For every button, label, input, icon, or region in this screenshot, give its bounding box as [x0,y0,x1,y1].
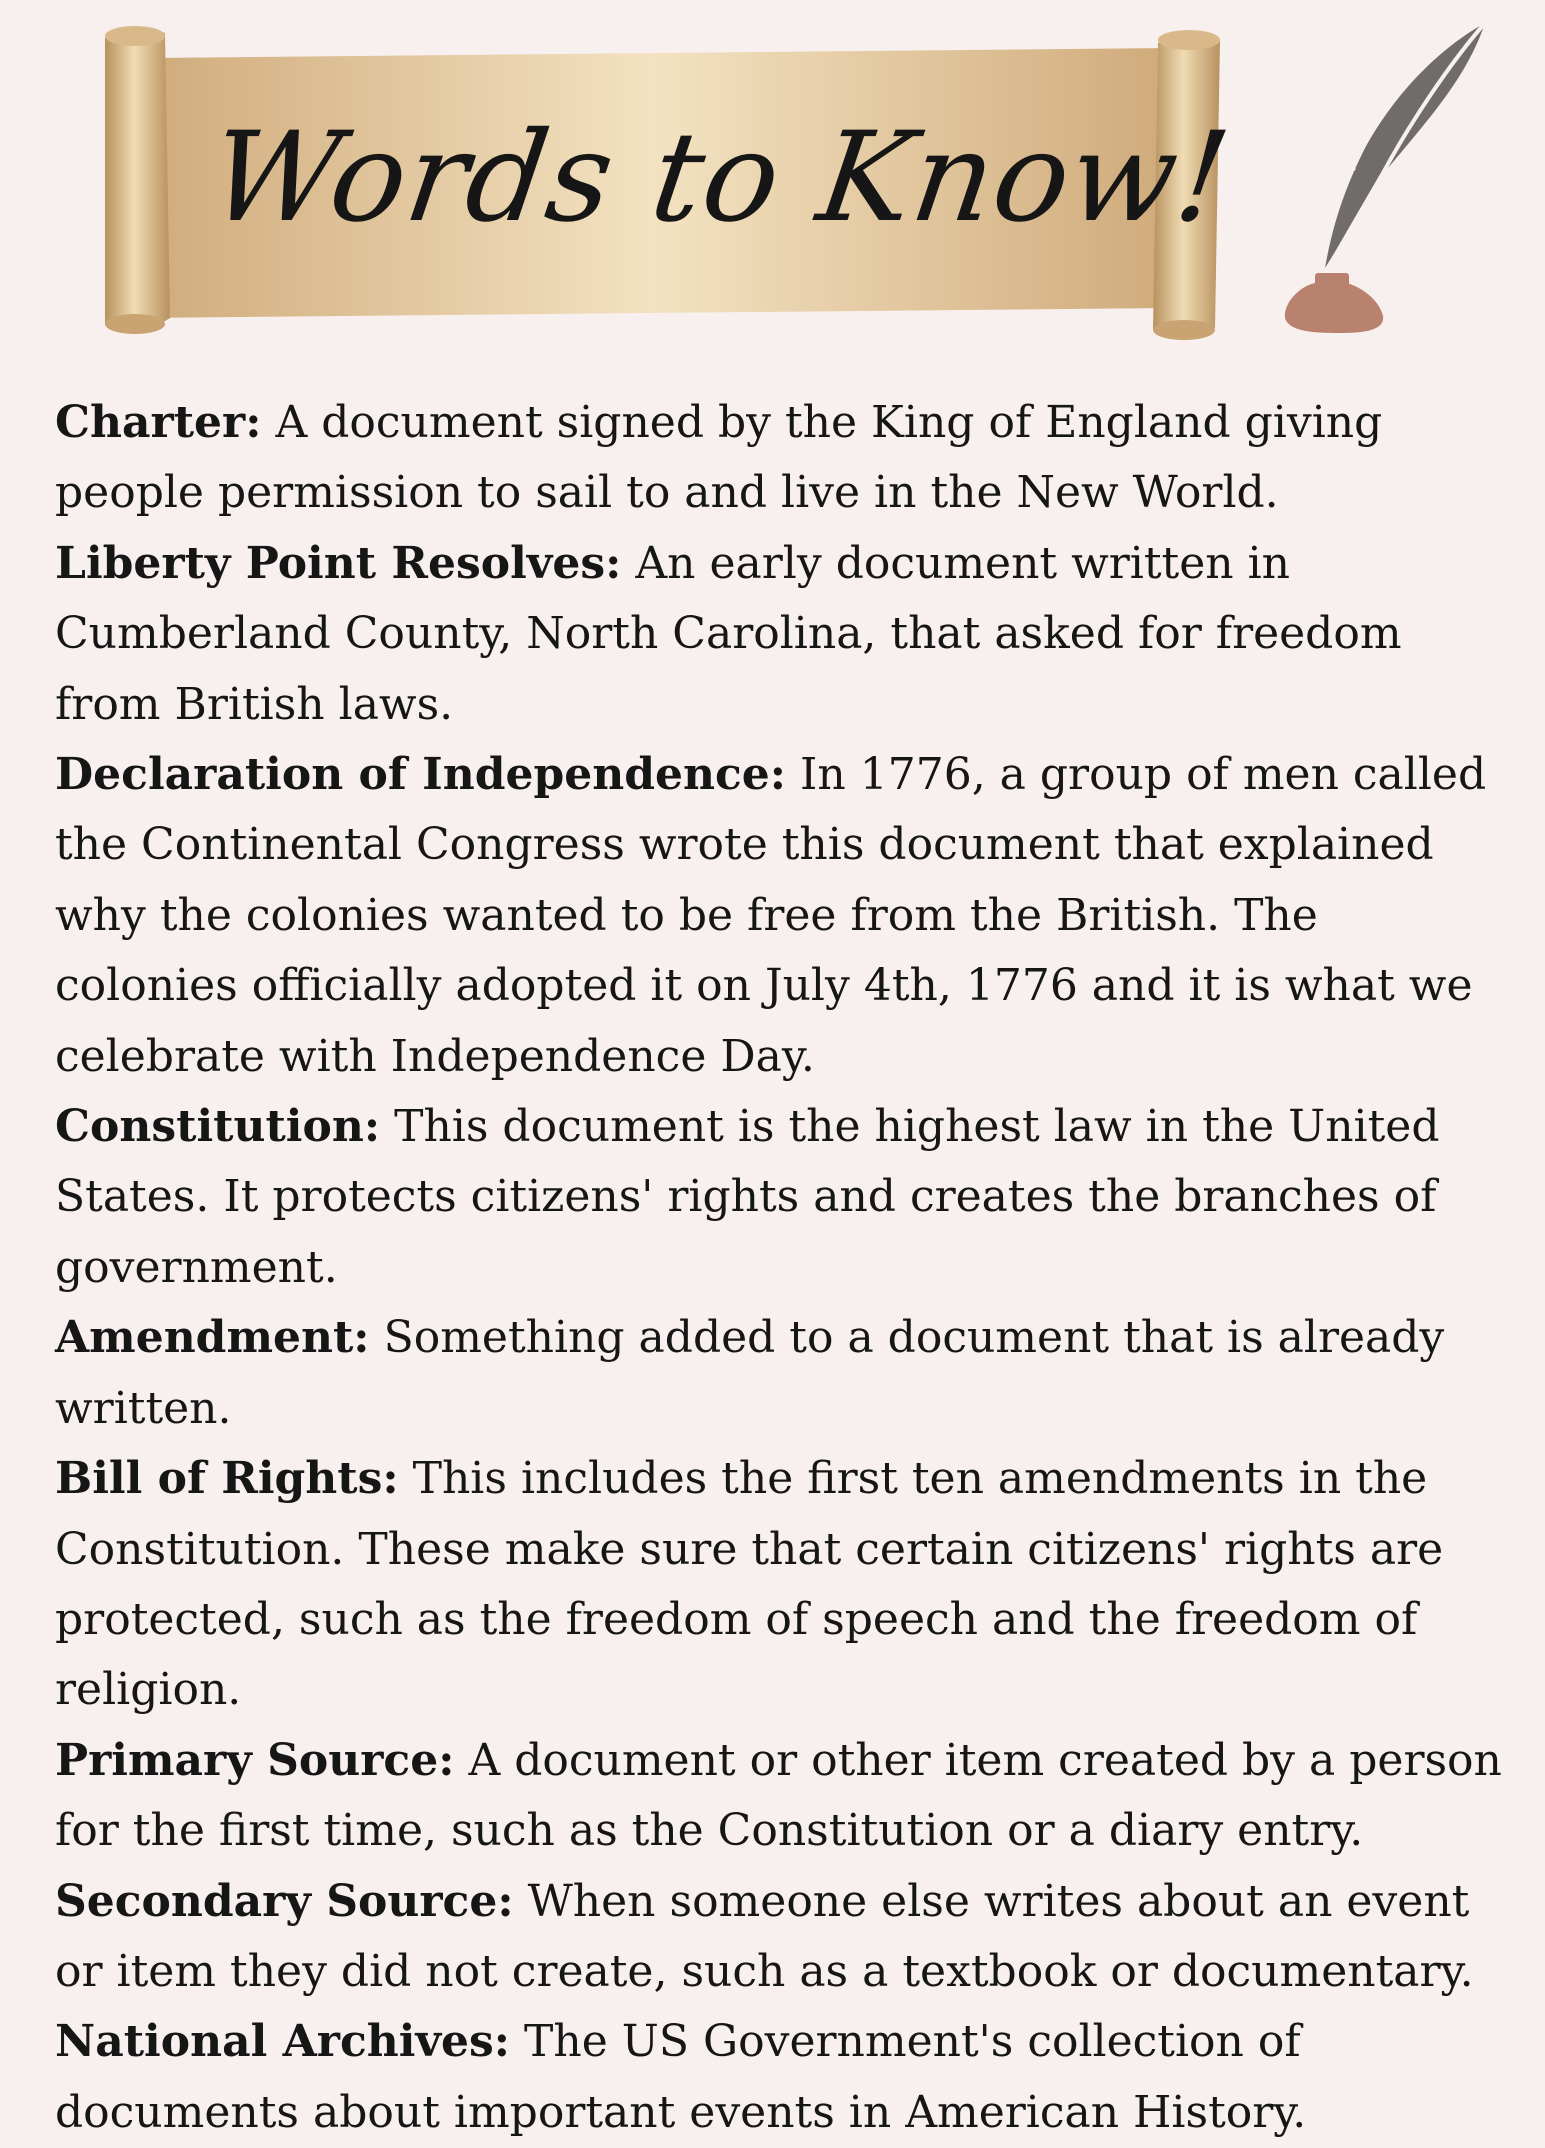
page-title: Words to Know! [201,106,1239,250]
quill-and-ink [1255,18,1500,338]
definition: In 1776, a group of men called the Continental Congress wrote this document that explained why the colonies wanted to be free from the British. The colonies officially adopted it on July 4th, 1776 and it is what we celebrate with Independence Day. [55,749,1487,1082]
glossary-entry [55,388,1505,529]
definition: A document or other item created by a person for the first time, such as the Constitution or a diary entry. [55,1734,1502,1857]
glossary-entry [55,1092,1505,1303]
term: Bill of Rights: [55,1453,399,1505]
scroll-banner [95,18,1239,348]
term: Amendment: [55,1312,370,1364]
glossary-entry [55,1726,1505,1867]
glossary-entry [55,529,1505,740]
term: Declaration of Independence: [55,749,787,801]
definition: A document signed by the King of England giving people permission to sail to and live in the New World. [55,397,1383,519]
definition: The US Government's collection of documents about important events in American History. [55,2016,1307,2138]
glossary-entry [55,2007,1505,2148]
glossary-entry [55,740,1505,1092]
glossary-entry [55,1867,1505,2008]
term: Constitution: [55,1101,381,1153]
quill-icon [1255,18,1500,338]
glossary [55,388,1505,2148]
definition: This document is the highest law in the United States. It protects citizens' rights and creates the branches of government. [55,1101,1440,1293]
term: Charter: [55,397,262,448]
ink-pot-icon [1285,283,1383,333]
term: Secondary Source: [55,1875,514,1927]
glossary-entry [55,1444,1505,1726]
definition: Something added to a document that is already written. [55,1312,1445,1434]
term: Liberty Point Resolves: [55,537,622,589]
term: National Archives: [55,2016,511,2068]
definition: An early document written in Cumberland County, North Carolina, that asked for freedom from British laws. [55,537,1402,730]
glossary-entry [55,1303,1505,1444]
definition: This includes the first ten amendments in the Constitution. These make sure that certain citizens' rights are protected, such as the freedom of speech and the freedom of religion. [55,1453,1444,1716]
definition: When someone else writes about an event or item they did not create, such as a textbook or documentary. [55,1875,1474,1997]
term: Primary Source: [55,1734,455,1786]
